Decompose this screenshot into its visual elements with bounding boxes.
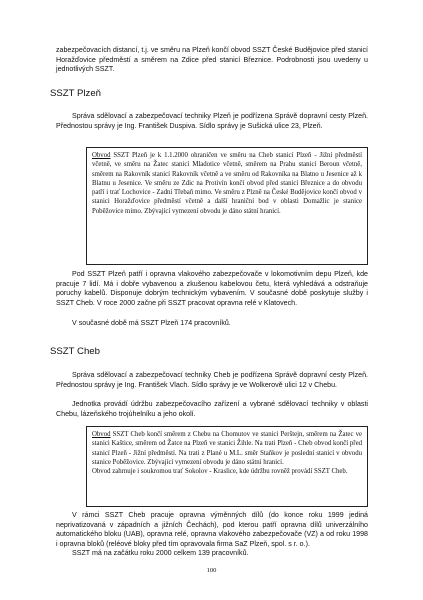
cheb-paragraph-4: SSZT má na začátku roku 2000 celkem 139 pracovníků. [72,549,249,557]
plzen-box-text: SSZT Plzeň je k 1.1.2000 ohraničen ve směru na Cheb stanicí Plzeň - Jižní předměstí včetně, ve směru na Žatec stanicí Mladotice včetně, směrem na Prahu stanicí Beroun včetně, směrem na Rakovník stanicí Rakovník včetně a ve směru od Rakovníka na Blatno u Jesenice až k Blatnu u Jesenice. Ve směru ze Zdic na Protivín končí obvod před stanicí Březnice a do obvodu patří i trať Lochovice - Zadní Třebaň mimo. Ve směru z Plzně na České Budějovice končí obvod v stanici Horažďovice předměstí včetně a další hraniční bod v oblasti Domažlic je stanice Poběžovice mimo. Zbývající vymezení obvodu je dáno státní hranicí. [92,152,362,215]
plzen-paragraph-2: Pod SSZT Plzeň patří i opravna vlakového zabezpečovače v lokomotivním depu Plzeň, kde pracuje 7 lidí. Má i dobře vybavenou a zkušenou kabelovou četu, která vyhledává a odstraňuje poruchy kabelů. Disponuje dobrým technickým vybavením. V současné době poskytuje služby i SSZT Cheb. V roce 2000 začne při SSZT pracovat opravna relé v Klatovech. [56,270,368,307]
cheb-box-label: Obvod [92,431,111,438]
section-heading-cheb: SSZT Cheb [50,346,100,357]
plzen-district-box [86,147,368,265]
intro-paragraph: zabezpečovacích distancí, t.j. ve směru na Plzeň končí obvod SSZT České Budějovice před stanicí Horažďovice předměstí a směrem na Zdice před stanicí Březnice. Podrobnosti jsou uvedeny u jednotlivých SSZT. [56,46,368,74]
plzen-paragraph-1: Správa sdělovací a zabezpečovací techniky Plzeň je podřízena Správě dopravní cesty Plzeň. Přednostou správy je Ing. František Duspiva. Sídlo správy je Sušická ulice 23, Plzeň. [56,112,368,130]
cheb-paragraph-2: Jednotka provádí údržbu zabezpečovacího zařízení a vybrané sdělovací techniky v oblasti Chebu, lázeňského trojúhelníku a jeho okolí. [56,400,368,418]
section-heading-plzen: SSZT Plzeň [50,88,102,99]
cheb-district-box [86,426,368,507]
plzen-box-label: Obvod [92,152,111,159]
cheb-paragraph-3: V rámci SSZT Cheb pracuje opravna výměnných dílů (do konce roku 1999 jediná neprivatizovaná v západních a jižních Čechách), pod kterou patří opravna dílů univerzálního automatického bloku (UAB), opravna relé, opravna vlakového zabezpečovače (VZ) a od roku 1998 i opravna bloků (reléové bloky před tím opravovala firma SaZ Plzeň, spol. s r. o.). [56,511,368,548]
cheb-box-text-2: Obvod zahrnuje i soukromou trať Sokolov - Kraslice, kde údržbu rovněž provádí SSZT Cheb. [92,468,348,476]
cheb-paragraph-1: Správa sdělovací a zabezpečovací techniky Cheb je podřízena Správě dopravní cesty Plzeň. Přednostou správy je Ing. František Vlach. Sídlo správy je ve Wolkerově ulici 12 v Chebu. [56,371,368,389]
page-number: 100 [206,567,217,574]
plzen-paragraph-3: V současné době má SSZT Plzeň 174 pracovníků. [72,319,231,327]
cheb-box-text: SSZT Cheb končí směrem z Chebu na Chomutov ve stanici Perštejn, směrem na Žatec ve stanici Kaštice, směrem od Žatce na Plzeň ve stanici Žihle. Na trati Plzeň - Cheb obvod končí před stanicí Plzeň - Jižní předměstí. Na trati z Plané u M.L. směr Staňkov je poslední stanicí v obvodu stanice Poběžovice. Zbývající vymezení obvodu je dáno státní hranicí. [92,431,362,466]
